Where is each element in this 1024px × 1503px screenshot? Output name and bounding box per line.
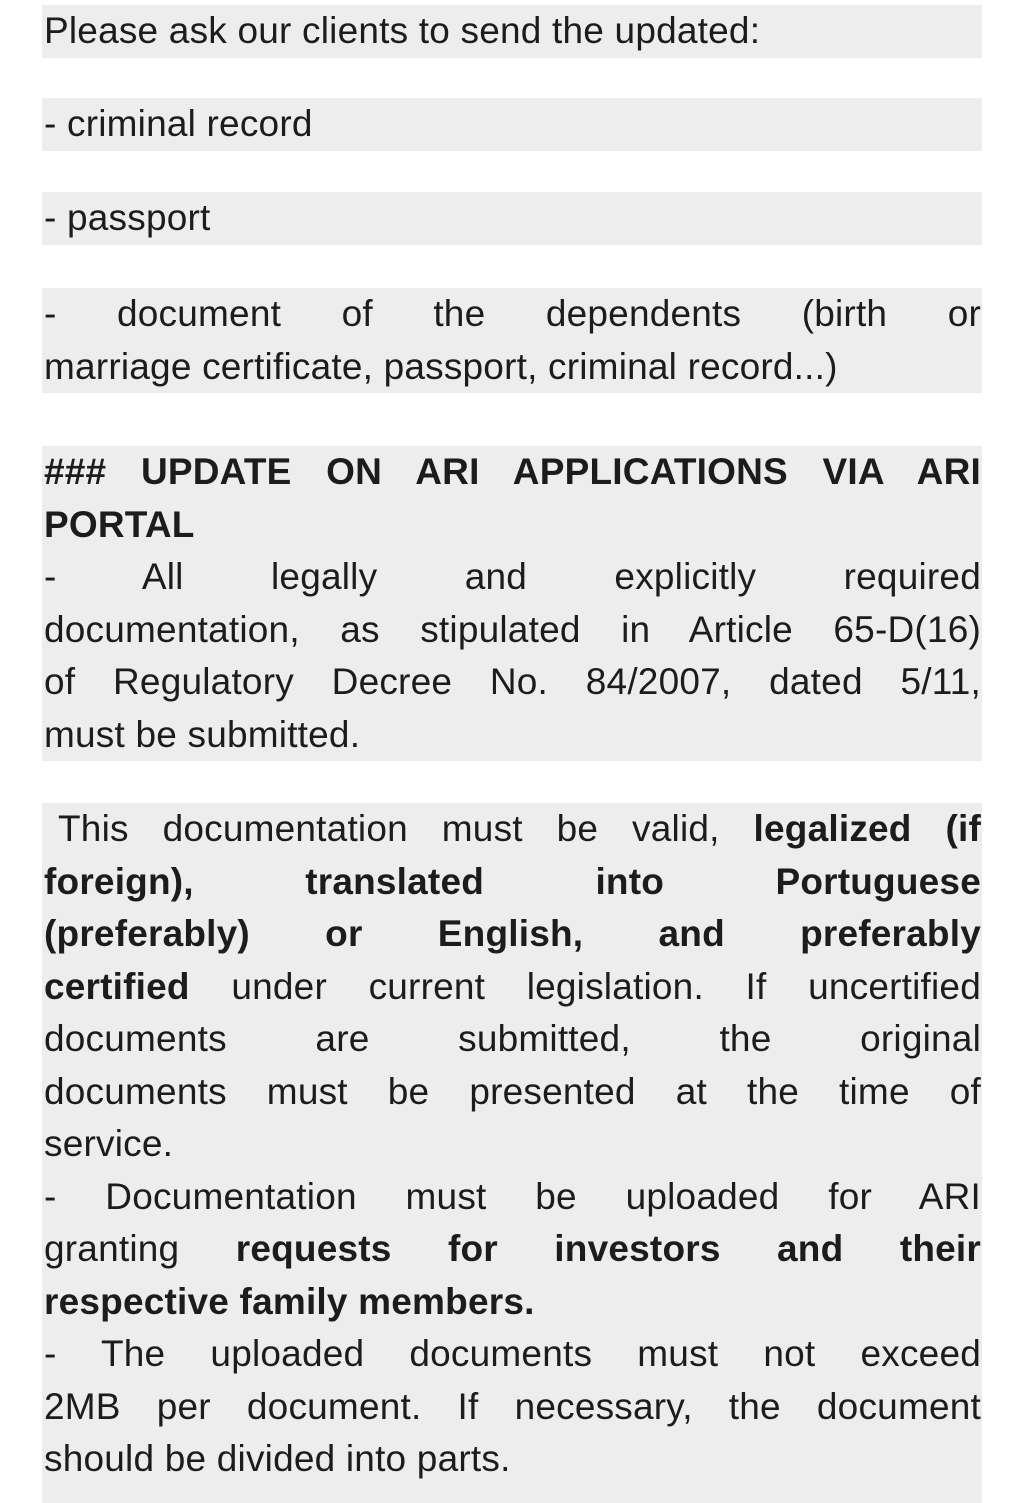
section-p1-line1: - All legally and explicitly required xyxy=(44,556,981,597)
validity-line4-normal: under current legislation. If uncertified xyxy=(231,965,981,1007)
size-limit-line3: should be divided into parts. xyxy=(44,1438,511,1479)
section-p1-line2: documentation, as stipulated in Article 65-D(16) xyxy=(44,608,981,650)
validity-line5: documents are submitted, the original xyxy=(44,1018,981,1059)
item-dependents xyxy=(42,288,982,393)
upload-line2-bold: requests for investors and their xyxy=(235,1228,981,1269)
section-ari-portal xyxy=(42,446,982,761)
validity-line3-bold: (preferably) or English, and preferably xyxy=(44,913,981,954)
item-passport-text: - passport xyxy=(44,197,211,238)
validity-line1 xyxy=(44,803,981,856)
section-heading-line2-text: PORTAL xyxy=(44,503,195,545)
size-limit-line2: 2MB per document. If necessary, the document xyxy=(44,1385,981,1427)
section-p1-line3: of Regulatory Decree No. 84/2007, dated 5/11, xyxy=(44,661,981,702)
item-passport xyxy=(42,192,982,245)
item-dependents-line2: marriage certificate, passport, criminal record...) xyxy=(44,345,838,387)
section-p1-line4: must be submitted. xyxy=(44,713,361,755)
validity-line1-normal: This documentation must be valid, xyxy=(58,808,720,849)
intro-text: Please ask our clients to send the updated: xyxy=(44,10,761,51)
upload-line1: - Documentation must be uploaded for ARI xyxy=(44,1175,981,1217)
section-heading-line1-text: ### UPDATE ON ARI APPLICATIONS VIA ARI xyxy=(44,451,981,492)
section-heading-line2 xyxy=(44,499,981,552)
upload-line3-bold: respective family members. xyxy=(44,1280,535,1322)
upload-line3 xyxy=(44,1276,981,1329)
item-criminal-record xyxy=(42,98,982,151)
validity-line4 xyxy=(44,961,981,1014)
validity-line2-bold: foreign), translated into Portuguese xyxy=(44,860,981,902)
validity-line1-bold: legalized (if xyxy=(753,808,981,849)
size-limit-line1: - The uploaded documents must not exceed xyxy=(44,1333,981,1374)
validity-line2 xyxy=(44,856,981,909)
intro-block xyxy=(42,5,982,58)
section-heading-line1 xyxy=(44,446,981,499)
validity-line6: documents must be presented at the time of xyxy=(44,1070,981,1112)
upload-line2-normal: granting xyxy=(44,1228,180,1269)
validity-line3 xyxy=(44,908,981,961)
section-validity xyxy=(42,803,982,1503)
item-dependents-line1: - document of the dependents (birth or xyxy=(44,293,981,334)
validity-line7: service. xyxy=(44,1123,174,1164)
validity-line4-bold: certified xyxy=(44,965,190,1007)
item-criminal-record-text: - criminal record xyxy=(44,103,313,144)
upload-line2 xyxy=(44,1223,981,1276)
